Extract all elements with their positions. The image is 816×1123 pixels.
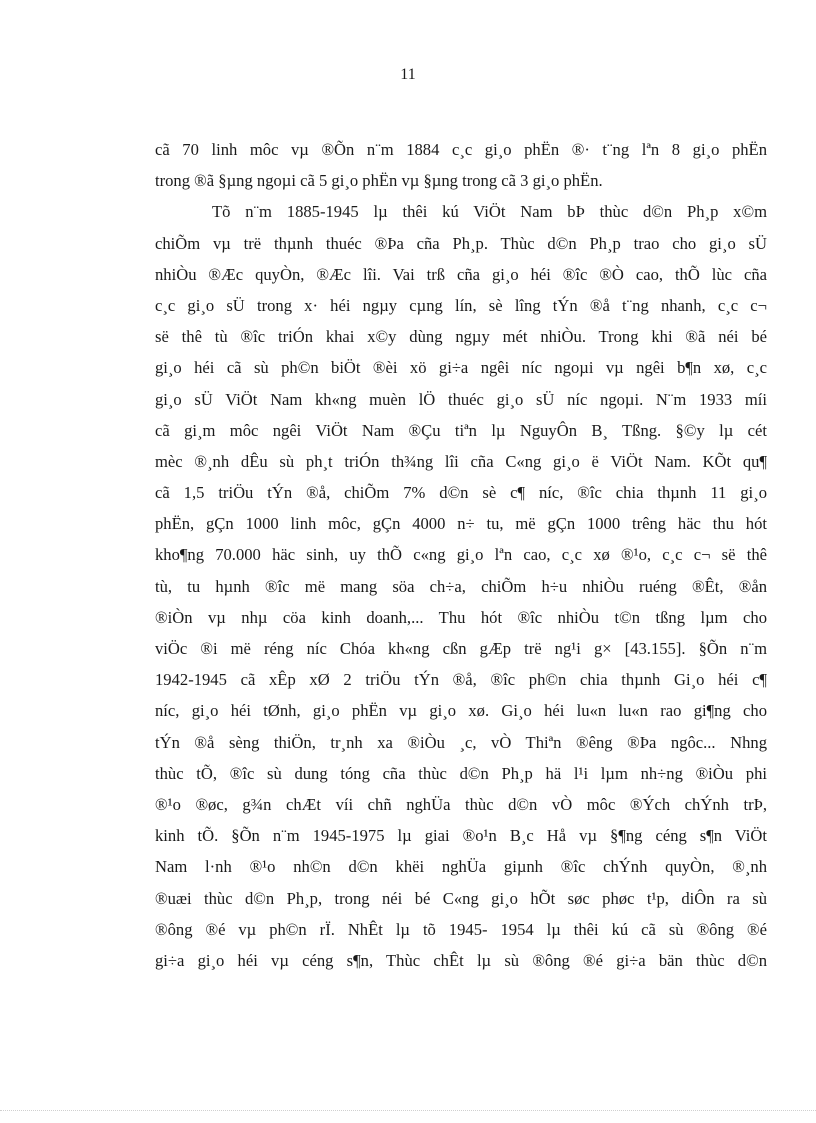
text-line: ®uæi thùc d©n Ph¸p, trong néi bé C«ng gi¸o hÕt søc phøc t¹p, diÔn ra sù — [155, 888, 767, 908]
text-line: 1942-1945 cã xÊp xØ 2 triÖu tÝn ®å, ®îc ph©n chia thµnh Gi¸o héi c¶ — [155, 670, 767, 690]
text-line: trong ®ã §µng ngoµi cã 5 gi¸o phËn vµ §µng trong cã 3 gi¸o phËn. — [155, 171, 603, 191]
text-line: së thê tù ®îc triÓn khai x©y dùng ngµy mét nhiÒu. Trong khi ®ã néi bé — [155, 327, 767, 347]
text-line: ®¹o ®øc, g¾n chÆt víi chñ nghÜa thùc d©n vÒ môc ®Ých chÝnh trÞ, — [155, 794, 767, 814]
page-number: 11 — [400, 66, 416, 83]
text-line: ®ông ®é vµ ph©n rÏ. NhÊt lµ tõ 1945- 1954 lµ thêi kú cã sù ®ông ®é — [155, 919, 767, 939]
text-line: Nam l·nh ®¹o nh©n d©n khëi nghÜa giµnh ®îc chÝnh quyÒn, ®¸nh — [155, 857, 767, 877]
text-line: kinh tÕ. §Õn n¨m 1945-1975 lµ giai ®o¹n B¸c Hå vµ §¶ng céng s¶n ViÖt — [155, 826, 767, 846]
text-line: gi÷a gi¸o héi vµ céng s¶n, Thùc chÊt lµ sù ®ông ®é gi÷a bän thùc d©n — [155, 950, 767, 970]
text-line: cã gi¸m môc ngêi ViÖt Nam ®Çu tiªn lµ NguyÔn B¸ Tßng. §©y lµ cét — [155, 420, 767, 440]
text-line: nhiÒu ®Æc quyÒn, ®Æc lîi. Vai trß cña gi¸o héi ®îc ®Ò cao, thÕ lùc cña — [155, 264, 767, 284]
text-line: thùc tÕ, ®îc sù dung tóng cña thùc d©n Ph¸p hä l¹i lµm nh÷ng ®iÒu phi — [155, 763, 767, 783]
text-line: chiÕm vµ trë thµnh thuéc ®Þa cña Ph¸p. Thùc d©n Ph¸p trao cho gi¸o sÜ — [155, 233, 767, 253]
text-line: níc, gi¸o héi tØnh, gi¸o phËn vµ gi¸o xø. Gi¸o héi lu«n lu«n rao gi¶ng cho — [155, 701, 767, 721]
text-line: mèc ®¸nh dÊu sù ph¸t triÓn th¾ng lîi cña C«ng gi¸o ë ViÖt Nam. KÕt qu¶ — [155, 451, 767, 471]
text-line: tù, tu hµnh ®îc më mang söa ch÷a, chiÕm h÷u nhiÒu ruéng ®Êt, ®ån — [155, 576, 767, 596]
text-line: viÖc ®i më réng níc Chóa kh«ng cßn gÆp trë ng¹i g× [43.155]. §Õn n¨m — [155, 639, 767, 658]
text-line: phËn, gÇn 1000 linh môc, gÇn 4000 n÷ tu, më gÇn 1000 trêng häc thu hót — [155, 514, 767, 534]
paragraph-first-line: Tõ n¨m 1885-1945 lµ thêi kú ViÖt Nam bÞ thùc d©n Ph¸p x©m — [212, 202, 767, 222]
body-text — [155, 134, 767, 976]
text-line: ®iÒn vµ nhµ cöa kinh doanh,... Thu hót ®îc nhiÒu t©n tßng lµm cho — [155, 607, 767, 627]
text-line: cã 70 linh môc vµ ®Õn n¨m 1884 c¸c gi¸o phËn ®· t¨ng lªn 8 gi¸o phËn — [155, 140, 767, 159]
text-line: gi¸o héi cã sù ph©n biÖt ®èi xö gi÷a ngêi níc ngoµi vµ ngêi b¶n xø, c¸c — [155, 358, 767, 378]
text-line: tÝn ®å sèng thiÖn, tr¸nh xa ®iÒu ¸c, vÒ Thiªn ®êng ®Þa ngôc... Nhng — [155, 732, 767, 752]
text-line: cã 1,5 triÖu tÝn ®å, chiÕm 7% d©n sè c¶ níc, ®îc chia thµnh 11 gi¸o — [155, 483, 767, 503]
text-line: c¸c gi¸o sÜ trong x· héi ngµy cµng lín, sè lîng tÝn ®å t¨ng nhanh, c¸c c¬ — [155, 295, 767, 315]
text-line: kho¶ng 70.000 häc sinh, uy thÕ c«ng gi¸o lªn cao, c¸c xø ®¹o, c¸c c¬ së thê — [155, 545, 767, 565]
text-line: gi¸o sÜ ViÖt Nam kh«ng muèn lÖ thuéc gi¸o sÜ níc ngoµi. N¨m 1933 míi — [155, 389, 767, 409]
page-bottom-divider — [0, 1110, 816, 1111]
